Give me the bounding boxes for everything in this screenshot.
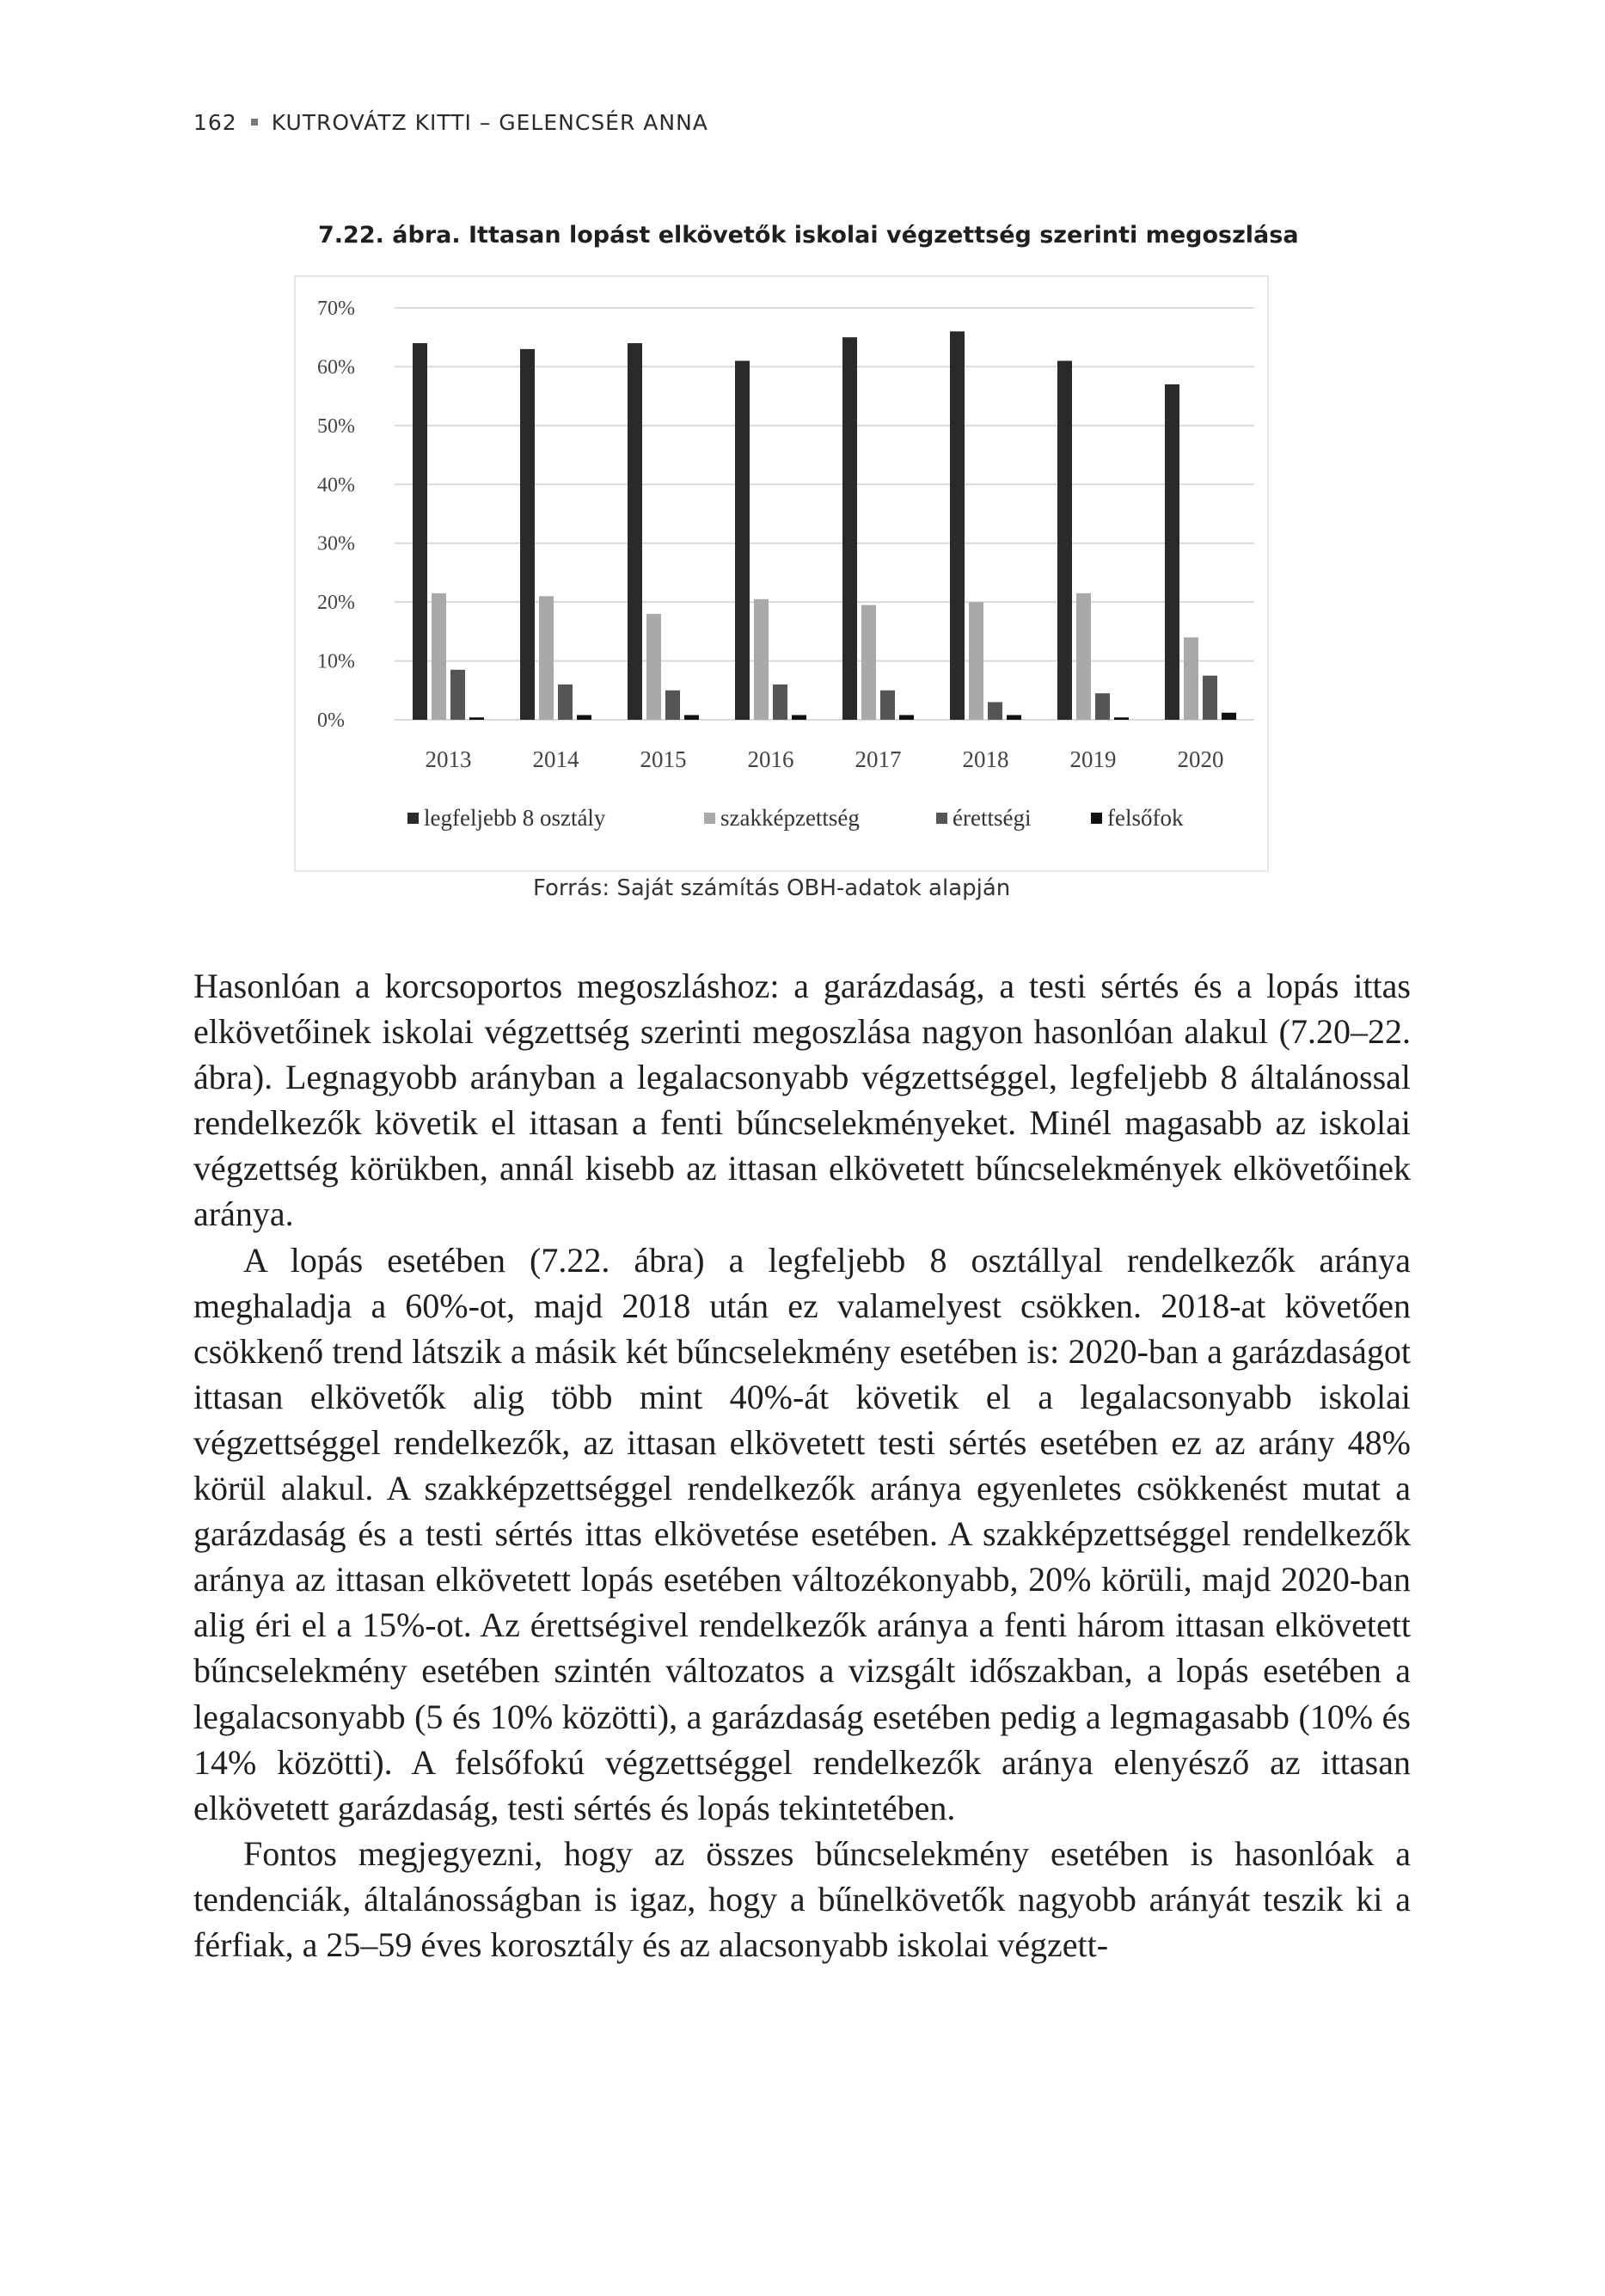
bar [1222, 713, 1236, 720]
bar [413, 343, 427, 720]
bar [792, 715, 806, 720]
bar [1076, 593, 1091, 720]
x-tick-label: 2017 [855, 746, 902, 772]
bar [773, 685, 787, 720]
bar [1057, 361, 1072, 720]
bar [842, 337, 857, 720]
legend-swatch [1091, 813, 1102, 824]
bar [1007, 715, 1021, 720]
chart-frame [294, 275, 1269, 872]
bar [988, 702, 1002, 720]
bar [1203, 676, 1217, 720]
y-tick-label: 40% [317, 474, 355, 497]
y-tick-label: 70% [317, 298, 355, 320]
paragraph-2: A lopás esetében (7.22. ábra) a legfeljebb 8 osztállyal rendelkezők aránya meghaladja a 60%-ot, majd 2018 után ez valamelyest csökken. 2018-at követően csökkenő trend látszik a másik két bűncselekmény esetében is: 2020-ban a garázdaságot ittasan elkövetők alig több mint 40%-át követik el a legalacsonyabb iskolai végzettséggel rendelkezők, az ittasan elkövetett testi sértés esetében ez az arány 48% körül alakul. A szakképzettséggel rendelkezők aránya egyenletes csökkenést mutat a garázdaság és a testi sértés ittas elkövetése esetében. A szakképzettséggel rendelkezők aránya az ittasan elkövetett lopás esetében változékonyabb, 20% körüli, majd 2020-ban alig éri el a 15%-ot. Az érettségivel rendelkezők aránya a fenti három ittasan elkövetett bűncselekmény esetében szintén változatos a vizsgált időszakban, a lopás esetében a legalacsonyabb (5 és 10% közötti), a garázdaság esetében pedig a legmagasabb (10% és 14% közötti). A felsőfokú végzettséggel rendelkezők aránya elenyésző az ittasan elkövetett garázdaság, testi sértés és lopás tekintetében. [193, 1240, 1411, 1827]
figure-caption: 7.22. ábra. Ittasan lopást elkövetők iskolai végzettség szerinti megoszlása [318, 222, 1299, 249]
body-text [193, 963, 1411, 1968]
bar [1165, 384, 1179, 720]
figure-source: Forrás: Saját számítás OBH-adatok alapján [533, 875, 1011, 901]
bar [880, 691, 895, 720]
legend-label: szakképzettség [720, 805, 860, 831]
x-tick-label: 2019 [1069, 746, 1117, 772]
x-tick-label: 2016 [747, 746, 794, 772]
bar-chart [296, 277, 1267, 870]
bar [1095, 693, 1110, 720]
running-head [193, 110, 708, 135]
paragraph-1: Hasonlóan a korcsoportos megoszláshoz: a garázdaság, a testi sértés és a lopás ittas elkövetőinek iskolai végzettség szerinti megoszlása nagyon hasonlóan alakul (7.20–22. ábra). Legnagyobb arányban a legalacsonyabb végzettséggel, legfeljebb 8 általánossal rendelkezők követik el ittasan a fenti bűncselekményeket. Minél magasabb az iskolai végzettség körükben, annál kisebb az ittasan elkövetett bűncselekmények elkövetőinek aránya. [193, 967, 1411, 1234]
x-tick-label: 2014 [532, 746, 579, 772]
legend-label: felsőfok [1107, 805, 1184, 831]
legend-label: érettségi [953, 805, 1032, 831]
bar [684, 715, 699, 720]
bar [969, 602, 983, 720]
bar [520, 349, 535, 720]
legend-swatch [936, 813, 947, 824]
bar [899, 715, 914, 720]
x-tick-label: 2020 [1177, 746, 1224, 772]
legend-swatch [704, 813, 715, 824]
bar [1114, 717, 1129, 720]
bar [754, 599, 769, 720]
legend-swatch [407, 813, 419, 824]
y-tick-label: 10% [317, 650, 355, 673]
bar [665, 691, 680, 720]
bar [539, 596, 554, 720]
bar [861, 605, 876, 720]
x-tick-label: 2013 [425, 746, 472, 772]
bar [577, 715, 591, 720]
legend-label: legfeljebb 8 osztály [424, 805, 606, 831]
bar [950, 331, 965, 720]
author-names: KUTROVÁTZ KITTI – GELENCSÉR ANNA [271, 110, 708, 135]
y-tick-label: 50% [317, 414, 355, 438]
paragraph-3: Fontos megjegyezni, hogy az összes bűncselekmény esetében is hasonlóak a tendenciák, általánosságban is igaz, hogy a bűnelkövetők nagyobb arányát teszik ki a férfiak, a 25–59 éves korosztály és az alacsonyabb iskolai végzett- [193, 1833, 1411, 1964]
separator-square [251, 119, 258, 126]
bar [450, 670, 465, 720]
bar [646, 614, 661, 720]
bar [735, 361, 750, 720]
y-tick-label: 30% [317, 532, 355, 556]
y-tick-label: 60% [317, 356, 355, 379]
bar [558, 685, 573, 720]
x-tick-label: 2015 [640, 746, 687, 772]
x-tick-label: 2018 [962, 746, 1009, 772]
bar [1184, 637, 1198, 720]
bar [432, 593, 446, 720]
y-tick-label: 20% [317, 592, 355, 615]
y-tick-label: 0% [317, 709, 345, 732]
bar [628, 343, 642, 720]
page-number: 162 [193, 110, 237, 135]
bar [469, 717, 484, 720]
